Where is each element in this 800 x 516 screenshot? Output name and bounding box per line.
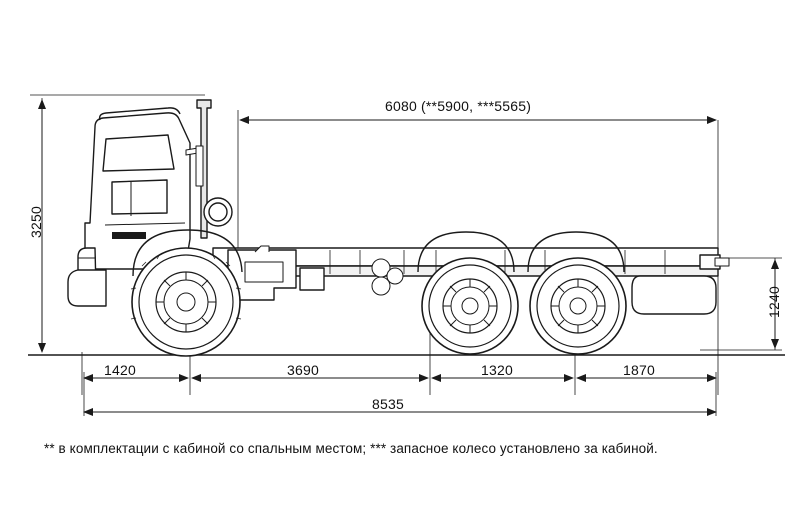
- dimension-label-rear-overhang: 1870: [623, 362, 655, 378]
- dimension-label-overall-length: 8535: [372, 396, 404, 412]
- dimension-label-front-overhang: 1420: [104, 362, 136, 378]
- dimension-label-rear-height: 1240: [766, 286, 782, 318]
- footnote-text: ** в комплектации с кабиной со спальным местом; *** запасное колесо установлено за кабиной.: [44, 441, 658, 456]
- rear-wheel-front-axle: [422, 258, 518, 354]
- front-wheel: [131, 248, 241, 356]
- dimension-label-bogie-spacing: 1320: [481, 362, 513, 378]
- rear-wheel-rear-axle: [530, 258, 626, 354]
- dimension-label-top-span: 6080 (**5900, ***5565): [385, 98, 532, 114]
- dimension-label-wheelbase: 3690: [287, 362, 319, 378]
- dimension-label-height-total: 3250: [28, 206, 44, 238]
